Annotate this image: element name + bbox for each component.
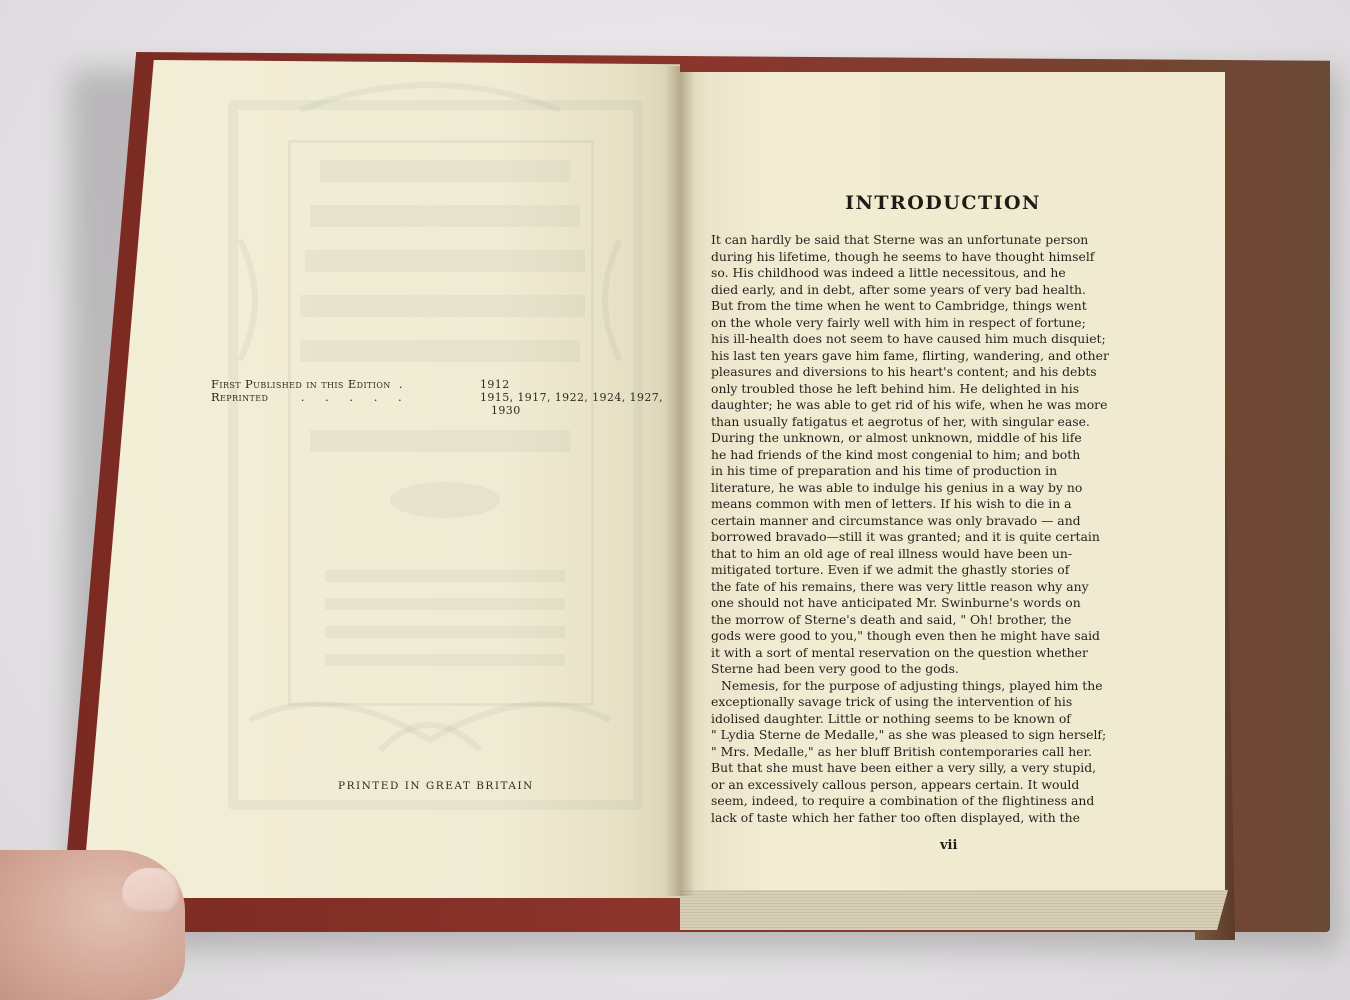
text-line: his ill-health does not seem to have caused him much disquiet;: [711, 331, 1106, 346]
text-line: " Mrs. Medalle," as her bluff British contemporaries call her.: [711, 743, 1093, 759]
thumbnail-nail: [122, 868, 180, 914]
first-published-label: First Published in this Edition .: [211, 377, 403, 391]
first-published-year: 1912: [480, 378, 510, 391]
text-line: exceptionally savage trick of using the intervention of his: [711, 694, 1073, 709]
text-line: literature, he was able to indulge his genius in a way by no: [711, 479, 1083, 495]
text-line: his last ten years gave him fame, flirting, wandering, and other: [711, 347, 1109, 363]
text-line: pleasures and diversions to his heart's content; and his debts: [711, 364, 1097, 379]
introduction-body: [711, 232, 1216, 826]
text-line: Sterne had been very good to the gods.: [711, 661, 959, 676]
reprinted-row: [211, 391, 681, 404]
text-line: one should not have anticipated Mr. Swinburne's words on: [711, 595, 1081, 610]
text-line: in his time of preparation and his time of production in: [711, 463, 1058, 478]
edition-imprint: [211, 378, 681, 417]
text-line: the morrow of Sterne's death and said, " Oh! brother, the: [711, 611, 1072, 627]
text-line: Nemesis, for the purpose of adjusting things, played him the: [721, 677, 1103, 693]
text-line: certain manner and circumstance was only bravado — and: [711, 512, 1081, 528]
text-line: than usually fatigatus et aegrotus of her, with singular ease.: [711, 413, 1090, 429]
text-line: gods were good to you," though even then he might have said: [711, 628, 1100, 643]
text-line: idolised daughter. Little or nothing seems to be known of: [711, 710, 1071, 726]
text-line: means common with men of letters. If his wish to die in a: [711, 496, 1072, 511]
text-line: seem, indeed, to require a combination of the flightiness and: [711, 793, 1095, 808]
text-line: he had friends of the kind most congenial to him; and both: [711, 446, 1081, 462]
text-line: During the unknown, or almost unknown, middle of his life: [711, 430, 1082, 445]
reprinted-years: 1915, 1917, 1922, 1924, 1927,: [480, 391, 664, 404]
printed-in-notice: PRINTED IN GREAT BRITAIN: [338, 780, 534, 792]
page-number: vii: [940, 838, 958, 853]
text-line: the fate of his remains, there was very little reason why any: [711, 578, 1089, 594]
text-line: only troubled those he left behind him. He delighted in his: [711, 380, 1080, 396]
text-line: But that she must have been either a very silly, a very stupid,: [711, 760, 1097, 775]
reprinted-label: Reprinted . . . . .: [211, 390, 403, 404]
chapter-title: INTRODUCTION: [845, 192, 1041, 214]
text-line: on the whole very fairly well with him in respect of fortune;: [711, 314, 1086, 330]
reprinted-continuation-row: [211, 404, 681, 417]
text-line: that to him an old age of real illness would have been un-: [711, 545, 1073, 561]
text-line: daughter; he was able to get rid of his wife, when he was more: [711, 397, 1108, 412]
reprinted-years-continued: 1930: [491, 404, 521, 417]
text-line: mitigated torture. Even if we admit the ghastly stories of: [711, 562, 1070, 577]
text-line: during his lifetime, though he seems to have thought himself: [711, 248, 1095, 264]
text-line: it with a sort of mental reservation on the question whether: [711, 644, 1088, 660]
text-line: " Lydia Sterne de Medalle," as she was pleased to sign herself;: [711, 727, 1107, 742]
text-line: borrowed bravado—still it was granted; and it is quite certain: [711, 529, 1100, 544]
text-line: lack of taste which her father too often displayed, with the: [711, 809, 1080, 825]
text-line: died early, and in debt, after some years of very bad health.: [711, 281, 1086, 297]
text-line: or an excessively callous person, appears certain. It would: [711, 776, 1080, 792]
text-line: so. His childhood was indeed a little necessitous, and he: [711, 265, 1066, 280]
text-line: But from the time when he went to Cambridge, things went: [711, 298, 1087, 313]
text-line: It can hardly be said that Sterne was an unfortunate person: [711, 232, 1089, 247]
